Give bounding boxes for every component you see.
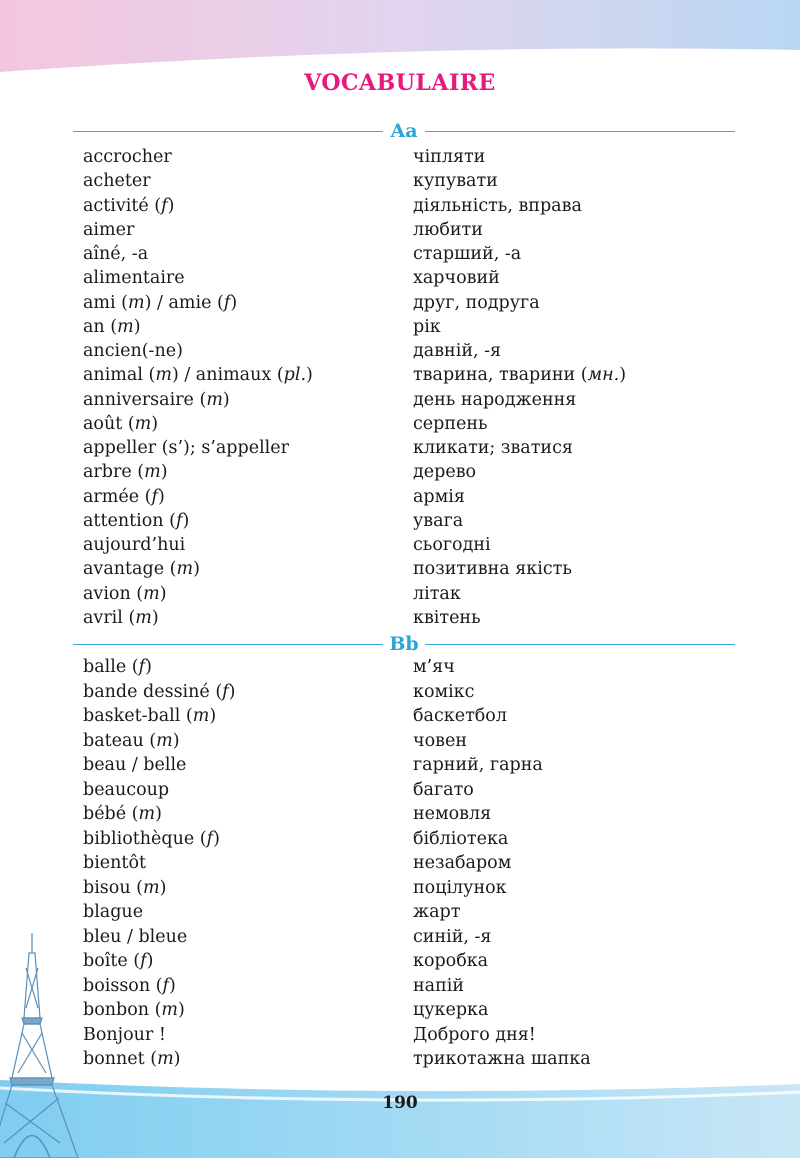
ukrainian-translation: багато [413,779,474,800]
ukrainian-translation: човен [413,730,467,751]
eiffel-tower-icon [0,928,90,1158]
french-word: armée (f) [83,486,165,507]
french-word: an (m) [83,316,141,337]
ukrainian-translation: напій [413,975,465,996]
ukrainian-translation: літак [413,583,461,604]
vocabulary-entry [83,557,723,581]
ukrainian-translation: коробка [413,951,489,971]
vocabulary-entry [83,876,723,900]
french-word: bande dessiné (f) [83,681,236,702]
french-word: basket-ball (m) [83,706,217,726]
french-word: avion (m) [83,583,167,604]
vocabulary-entry [83,266,723,290]
ukrainian-translation: серпень [413,413,488,434]
ukrainian-translation: купувати [413,171,498,192]
vocabulary-entry [83,242,723,266]
ukrainian-translation: немовля [413,804,492,824]
ukrainian-translation: увага [413,510,464,531]
vocabulary-entry [83,460,723,484]
french-word: avril (m) [83,607,159,628]
section-rule-right [425,131,735,132]
vocabulary-entry [83,582,723,606]
ukrainian-translation: м’яч [413,657,455,677]
french-word: aimer [83,219,135,240]
french-word: anniversaire (m) [83,389,230,410]
ukrainian-translation: діяльність, вправа [413,195,582,216]
vocabulary-entry [83,925,723,949]
vocabulary-entry [83,218,723,242]
french-word: activité (f) [83,195,175,216]
vocabulary-entry [83,533,723,557]
vocabulary-entry [83,827,723,851]
ukrainian-translation: сьогодні [413,535,491,555]
vocabulary-entry [83,1023,723,1047]
french-word: boîte (f) [83,951,154,971]
vocabulary-entry [83,315,723,339]
vocabulary-entry [83,436,723,460]
ukrainian-translation: день народження [413,389,577,410]
french-word: animal (m) / animaux (pl.) [83,365,313,386]
ukrainian-translation: гарний, гарна [413,755,543,775]
ukrainian-translation: поцілунок [413,877,507,898]
ukrainian-translation: бібліотека [413,828,509,849]
vocabulary-entry [83,680,723,704]
french-word: bisou (m) [83,877,167,898]
ukrainian-translation: любити [413,219,483,240]
section-header-b [73,633,735,655]
french-word: bonnet (m) [83,1049,181,1069]
section-header-a [73,120,735,142]
french-word: bateau (m) [83,730,180,751]
french-word: alimentaire [83,268,185,289]
vocabulary-entry [83,655,723,679]
ukrainian-translation: квітень [413,607,481,628]
vocabulary-entry [83,974,723,998]
ukrainian-translation: жарт [413,902,461,922]
vocabulary-entry [83,900,723,924]
page-title: VOCABULAIRE [304,70,496,96]
french-word: boisson (f) [83,975,176,996]
french-word: accrocher [83,147,172,167]
vocabulary-entry [83,851,723,875]
ukrainian-translation: баскетбол [413,706,507,726]
ukrainian-translation: старший, -а [413,244,522,264]
ukrainian-translation: тварина, тварини (мн.) [413,365,627,386]
french-word: aujourd’hui [83,535,186,555]
ukrainian-translation: чіпляти [413,147,486,167]
french-word: appeller (s’); s’appeller [83,438,289,458]
french-word: beau / belle [83,755,187,775]
vocabulary-entry [83,778,723,802]
french-word: août (m) [83,413,159,434]
french-word: acheter [83,171,151,192]
french-word: balle (f) [83,657,152,677]
ukrainian-translation: комікс [413,681,475,702]
vocabulary-entry [83,169,723,193]
ukrainian-translation: незабаром [413,853,512,873]
french-word: attention (f) [83,510,190,531]
vocabulary-entry [83,194,723,218]
section-rule-right [425,644,735,645]
top-decorative-band [0,0,800,80]
ukrainian-translation: дерево [413,462,477,483]
vocabulary-entry [83,998,723,1022]
french-word: Bonjour ! [83,1024,166,1045]
vocabulary-entry [83,704,723,728]
ukrainian-translation: друг, подруга [413,292,540,313]
vocabulary-entry [83,363,723,387]
french-word: avantage (m) [83,559,200,580]
french-word: bleu / bleue [83,926,188,947]
section-letter: Bb [389,633,419,655]
page-number: 190 [382,1093,418,1113]
french-word: bonbon (m) [83,1000,185,1020]
vocabulary-entry [83,802,723,826]
vocabulary-entry [83,509,723,533]
ukrainian-translation: рік [413,316,441,337]
ukrainian-translation: синій, -я [413,926,492,947]
ukrainian-translation: цукерка [413,1000,489,1020]
section-letter: Aa [390,120,418,142]
french-word: arbre (m) [83,462,168,483]
french-word: bientôt [83,853,147,873]
vocabulary-entry [83,388,723,412]
vocabulary-entry [83,606,723,630]
french-word: blague [83,902,144,922]
ukrainian-translation: кликати; зватися [413,438,573,458]
vocabulary-entry [83,412,723,436]
french-word: bibliothèque (f) [83,828,220,849]
ukrainian-translation: харчовий [413,268,500,289]
ukrainian-translation: трикотажна шапка [413,1049,591,1069]
french-word: bébé (m) [83,804,162,824]
vocabulary-entry [83,485,723,509]
ukrainian-translation: Доброго дня! [413,1024,536,1045]
vocabulary-entry [83,291,723,315]
vocabulary-entry [83,339,723,363]
french-word: ancien(-ne) [83,341,183,361]
french-word: ami (m) / amie (f) [83,292,238,313]
ukrainian-translation: давній, -я [413,341,502,361]
ukrainian-translation: позитивна якість [413,559,572,580]
vocabulary-entry [83,949,723,973]
french-word: beaucoup [83,779,170,800]
vocabulary-entry [83,1047,723,1071]
vocabulary-entry [83,753,723,777]
ukrainian-translation: армія [413,486,465,507]
french-word: aîné, -a [83,244,149,264]
vocabulary-entry [83,145,723,169]
vocabulary-entry [83,729,723,753]
